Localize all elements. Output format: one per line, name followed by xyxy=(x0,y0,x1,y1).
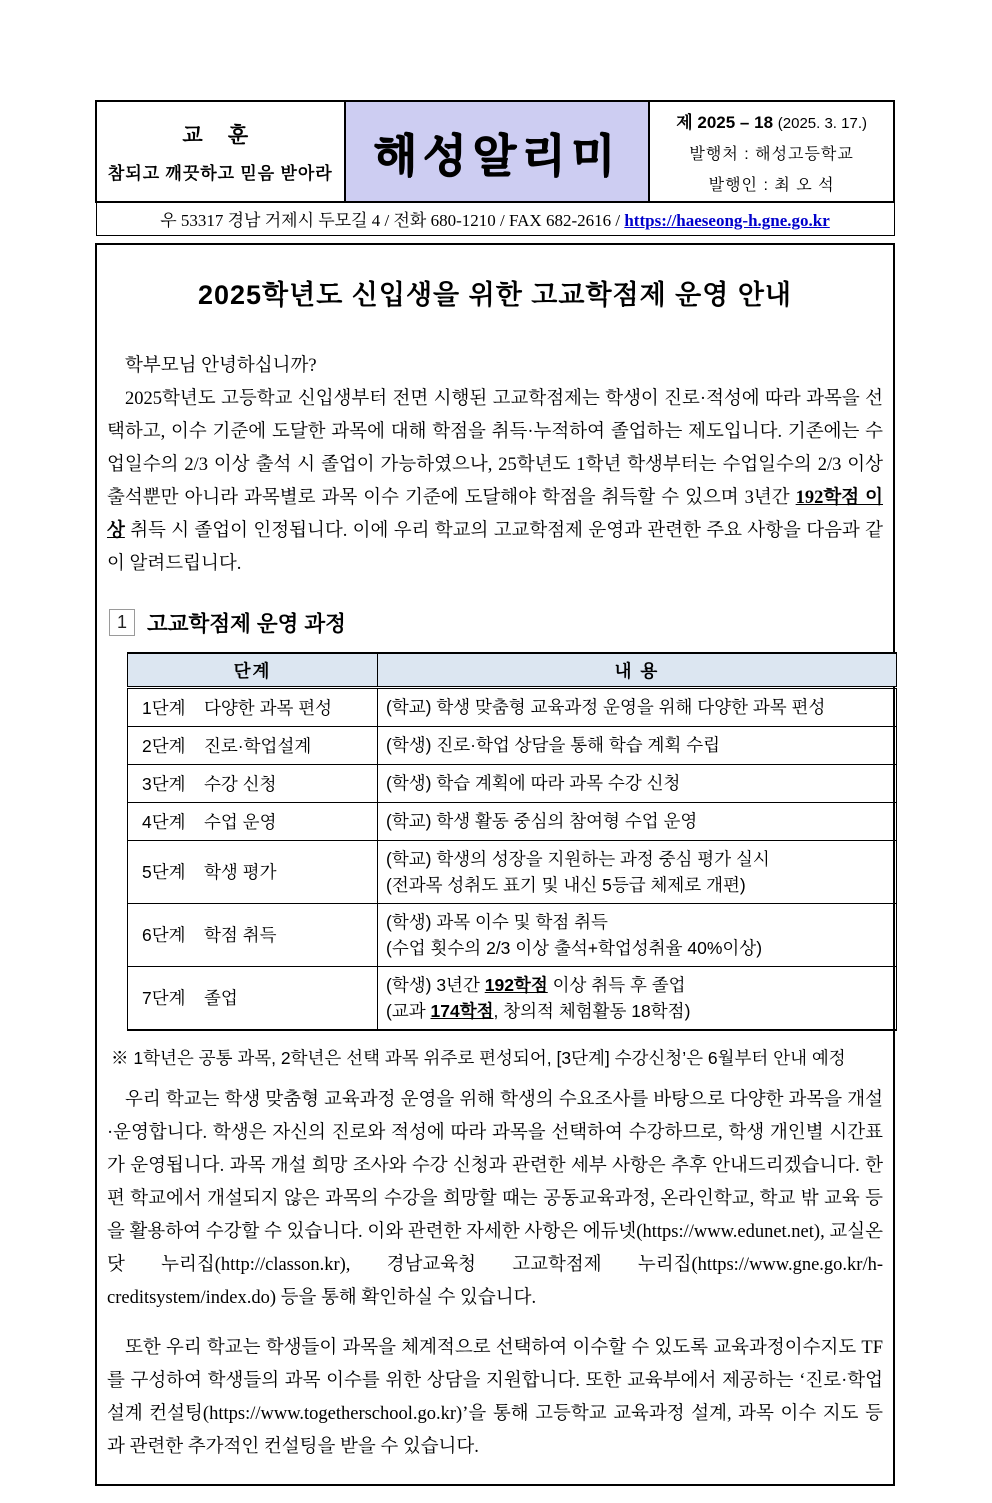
greeting-line: 학부모님 안녕하십니까? xyxy=(125,355,317,376)
intro-text-post: 취득 시 졸업이 인정됩니다. 이에 우리 학교의 고교학점제 운영과 관련한 주요 사항을 다음과 같이 알려드립니다. xyxy=(107,521,883,575)
newsletter-page xyxy=(95,100,895,1486)
stage-label: 6단계 xyxy=(142,925,186,946)
section1-title: 고교학점제 운영 과정 xyxy=(147,612,346,637)
school-website-link[interactable]: https://haeseong-h.gne.go.kr xyxy=(624,211,830,231)
desc-text: 이상 취득 후 졸업 xyxy=(547,974,686,995)
table-row xyxy=(128,966,897,1030)
intro-paragraph xyxy=(107,383,883,582)
table-row xyxy=(128,726,897,764)
issue-info-cell xyxy=(649,101,894,202)
motto-text: 참되고 깨끗하고 믿음 받아라 xyxy=(107,164,333,183)
table-row xyxy=(128,687,897,726)
table-row xyxy=(128,802,897,840)
stage-name: 학생 평가 xyxy=(204,862,277,883)
stage-desc: (학교) 학생 활동 중심의 참여형 수업 운영 xyxy=(386,811,698,832)
credits-174-highlight: 174학점 xyxy=(430,1000,494,1021)
stage-label: 5단계 xyxy=(142,862,186,883)
stage-label: 1단계 xyxy=(142,697,186,718)
section1-number-box: 1 xyxy=(109,609,135,636)
table-row xyxy=(128,764,897,802)
masthead-title: 해성알리미 xyxy=(373,131,621,181)
issue-no-text: 제 2025 – 18 xyxy=(676,113,774,132)
desc-text: , 창의적 체험활동 18학점) xyxy=(493,1000,691,1021)
consulting-paragraph: 또한 우리 학교는 학생들이 과목을 체계적으로 선택하여 이수할 수 있도록 교육과정이수지도 TF를 구성하여 학생들의 과목 이수를 위한 상담을 지원합니다. 또한 교육부에서 제공하는 ‘진로·학업 설계 컨설팅(https://www.togetherschool.go.kr)’을 통해 고등학교 교육과정 설계, 과목 이수 지도 등과 관련한 추가적인 컨설팅을 받을 수 있습니다. xyxy=(107,1337,883,1457)
stage-name: 학점 취득 xyxy=(204,925,277,946)
intro-credits-highlight: 192학점 이상 xyxy=(107,487,883,542)
school-address: 우 53317 경남 거제시 두모길 4 / 전화 680-1210 / FAX 682-2616 / xyxy=(160,211,621,231)
section1-heading xyxy=(109,607,883,638)
page-title: 2025학년도 신입생을 위한 고교학점제 운영 안내 xyxy=(197,279,793,310)
stage-name: 수업 운영 xyxy=(204,811,277,832)
table-row xyxy=(128,840,897,903)
stage-desc xyxy=(386,998,888,1024)
stage-desc: (전과목 성취도 표기 및 내신 5등급 체제로 개편) xyxy=(386,874,746,895)
intro-text-pre: 2025학년도 고등학교 신입생부터 전면 시행된 고교학점제는 학생이 진로·적성에 따라 과목을 선택하고, 이수 기준에 도달한 과목에 대해 학점을 취득·누적하여 졸업하는 제도입니다. 기존에는 수업일수의 2/3 이상 출석 시 졸업이 가능하였으나, 25학년도 1학년 학생부터는 수업일수의 2/3 이상 출석뿐만 아니라 과목별로 과목 이수 기준에 도달해야 학점을 취득할 수 있으며 3년간 xyxy=(107,388,883,508)
stage-label: 7단계 xyxy=(142,988,186,1009)
table-row xyxy=(128,903,897,966)
editor-line: 발행인 : 최 오 석 xyxy=(708,177,835,194)
table-footnote: ※ 1학년은 공통 과목, 2학년은 선택 과목 위주로 편성되어, [3단계] 수강신청’은 6월부터 안내 예정 xyxy=(111,1047,846,1068)
stage-label: 2단계 xyxy=(142,735,186,756)
stage-desc: (수업 횟수의 2/3 이상 출석+학업성취율 40%이상) xyxy=(386,937,763,958)
credits-192-highlight: 192학점 xyxy=(484,974,548,995)
document-body-box xyxy=(95,243,895,1486)
issue-number xyxy=(654,108,889,133)
publisher-line: 발행처 : 해성고등학교 xyxy=(689,146,854,163)
credit-system-process-table xyxy=(127,652,897,1031)
stage-desc: (학생) 학습 계획에 따라 과목 수강 신청 xyxy=(386,773,681,794)
stage-label: 3단계 xyxy=(142,773,186,794)
header-content: 내 용 xyxy=(378,653,897,687)
motto-cell xyxy=(96,101,345,202)
stage-desc xyxy=(386,972,888,998)
table-header-row xyxy=(128,653,897,687)
address-bar xyxy=(96,202,894,235)
motto-label: 교 훈 xyxy=(182,123,259,147)
desc-text: (학생) 3년간 xyxy=(386,974,485,995)
stage-label: 4단계 xyxy=(142,811,186,832)
course-offering-paragraph: 우리 학교는 학생 맞춤형 교육과정 운영을 위해 학생의 수요조사를 바탕으로 다양한 과목을 개설·운영합니다. 학생은 자신의 진로와 적성에 따라 과목을 선택하여 수강하므로, 학생 개인별 시간표가 운영됩니다. 과목 개설 희망 조사와 수강 신청과 관련한 세부 사항은 추후 안내드리겠습니다. 한편 학교에서 개설되지 않은 과목의 수강을 희망할 때는 공동교육과정, 온라인학교, 학교 밖 교육 등을 활용하여 수강할 수 있습니다. 이와 관련한 자세한 사항은 에듀넷(https://www.edunet.net), 교실온닷 누리집(http://classon.kr), 경남교육청 고교학점제 누리집(https://www.gne.go.kr/h-creditsystem/index.do) 등을 통해 확인하실 수 있습니다. xyxy=(107,1089,883,1309)
stage-name: 수강 신청 xyxy=(204,773,277,794)
masthead-cell xyxy=(345,101,650,202)
stage-name: 진로·학업설계 xyxy=(204,735,312,756)
stage-desc: (학생) 진로·학업 상담을 통해 학습 계획 수립 xyxy=(386,735,721,756)
stage-name: 졸업 xyxy=(204,988,238,1009)
desc-text: (교과 xyxy=(386,1000,431,1021)
stage-desc: (학교) 학생의 성장을 지원하는 과정 중심 평가 실시 xyxy=(386,848,770,869)
stage-desc: (학생) 과목 이수 및 학점 취득 xyxy=(386,911,608,932)
stage-name: 다양한 과목 편성 xyxy=(204,697,333,718)
issue-date: (2025. 3. 17.) xyxy=(777,115,867,132)
header-stage: 단계 xyxy=(128,653,378,687)
masthead-header xyxy=(95,100,895,236)
stage-desc: (학교) 학생 맞춤형 교육과정 운영을 위해 다양한 과목 편성 xyxy=(386,697,826,718)
